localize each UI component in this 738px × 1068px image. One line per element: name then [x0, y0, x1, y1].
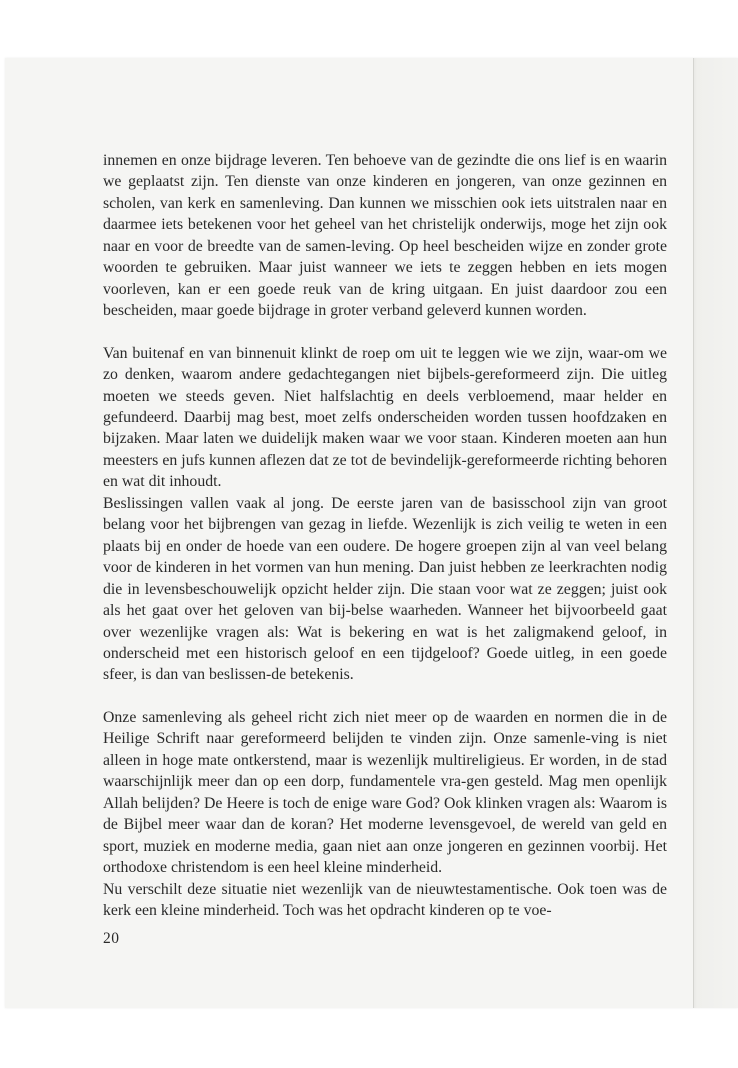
paragraph-3: Beslissingen vallen vaak al jong. De eerste jaren van de basisschool zijn van groot belang voor het bijbrengen van gezag in liefde. Wezenlijk is zich veilig te weten in een plaats bij en onder de hoede van een oudere. De hogere groepen zijn al van veel belang voor de kinderen in het vormen van hun mening. Dan juist hebben ze leerkrachten nodig die in levensbeschouwelijk opzicht helder zijn. Die staan voor wat ze zeggen; juist ook als het gaat over het geloven van bij-belse waarheden. Wanneer het bijvoorbeeld gaat over wezenlijke vragen als: Wat is bekering en wat is het zaligmakend geloof, in onderscheid met een historisch geloof en een tijdgeloof? Goede uitleg, in een goede sfeer, is dan van beslissen-de betekenis.	[103, 494, 667, 684]
body-text	[103, 150, 667, 921]
paragraph-4: Onze samenleving als geheel richt zich niet meer op de waarden en normen die in de Heilige Schrift naar gereformeerd belijden te vinden zijn. Onze samenle-ving is niet alleen in hoge mate ontkerstend, maar is wezenlijk multireligieus. Er worden, in de stad waarschijnlijk meer dan op een dorp, fundamentele vra-gen gesteld. Mag men openlijk Allah belijden? De Heere is toch de enige ware God? Ook klinken vragen als: Waarom is de Bijbel meer waar dan de koran? Het moderne levensgevoel, de wereld van geld en sport, muziek en moderne media, gaan niet aan onze jongeren en gezinnen voorbij. Het orthodoxe christendom is een heel kleine minderheid.	[103, 708, 667, 877]
page-edge-shadow	[693, 58, 738, 1008]
paragraph-5: Nu verschilt deze situatie niet wezenlijk van de nieuwtestamentische. Ook toen was de kerk een kleine minderheid. Toch was het opdracht kinderen op te voe-	[103, 880, 667, 919]
page-number: 20	[103, 930, 120, 947]
paragraph-1: innemen en onze bijdrage leveren. Ten behoeve van de gezindte die ons lief is en waarin we geplaatst zijn. Ten dienste van onze kinderen en jongeren, van onze gezinnen en scholen, van kerk en samenleving. Dan kunnen we misschien ook iets uitstralen naar en daarmee iets betekenen voor het geheel van het christelijk onderwijs, moge het zijn ook naar en voor de breedte van de samen-leving. Op heel bescheiden wijze en zonder grote woorden te gebruiken. Maar juist wanneer we iets te zeggen hebben en iets mogen voorleven, kan er een goede reuk van de kring uitgaan. En juist daardoor zou een bescheiden, maar goede bijdrage in groter verband geleverd kunnen worden.	[103, 152, 667, 320]
paragraph-2: Van buitenaf en van binnenuit klinkt de roep om uit te leggen wie we zijn, waar-om we zo denken, waarom andere gedachtegangen niet bijbels-gereformeerd zijn. Die uitleg moeten we steeds geven. Niet halfslachtig en deels verbloemend, maar helder en gefundeerd. Daarbij mag best, moet zelfs onderscheiden worden tussen hoofdzaken en bijzaken. Maar laten we duidelijk maken waar we voor staan. Kinderen moeten aan hun meesters en jufs kunnen aflezen dat ze tot de bevindelijk-gereformeerde richting behoren en wat dit inhoudt.	[103, 344, 667, 491]
